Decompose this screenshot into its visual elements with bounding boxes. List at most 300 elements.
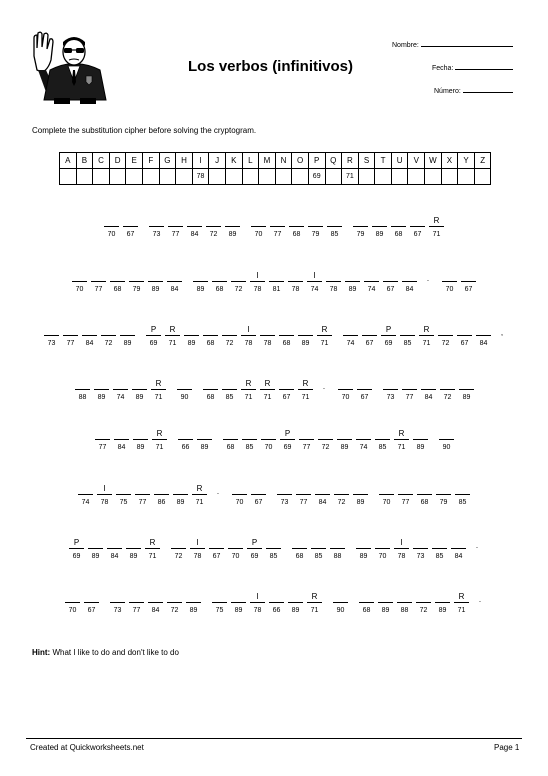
cipher-number: 79 [311, 231, 320, 238]
key-number-r[interactable]: 71 [342, 169, 359, 185]
cipher-number: 70 [378, 553, 387, 560]
answer-blank[interactable] [288, 592, 303, 602]
instructions: Complete the substitution cipher before solving the cryptogram. [32, 126, 257, 135]
answer-blank[interactable] [266, 538, 281, 548]
answer-blank[interactable] [400, 325, 415, 335]
answer-blank[interactable] [398, 484, 413, 494]
answer-blank[interactable] [206, 216, 221, 226]
answer-blank[interactable] [334, 484, 349, 494]
answer-underline [416, 602, 431, 603]
answer-blank[interactable] [435, 592, 450, 602]
letter-cell [296, 484, 311, 507]
letter-cell [383, 271, 398, 294]
key-number-d[interactable] [109, 169, 126, 185]
answer-blank[interactable] [315, 484, 330, 494]
cryptogram-word [383, 379, 474, 402]
key-letter-m: M [259, 153, 276, 169]
key-number-q[interactable] [325, 169, 342, 185]
letter-cell [402, 271, 417, 294]
key-number-m[interactable] [259, 169, 276, 185]
answer-blank[interactable] [212, 271, 227, 281]
letter-cell [416, 592, 431, 615]
answer-underline [203, 389, 218, 390]
answer-underline [152, 439, 167, 440]
cipher-number: 84 [110, 553, 119, 560]
cipher-number: 88 [78, 394, 87, 401]
cipher-number: 70 [68, 607, 77, 614]
letter-cell [307, 271, 322, 294]
answer-blank[interactable] [203, 379, 218, 389]
key-number-i[interactable]: 78 [192, 169, 209, 185]
key-letter-w: W [425, 153, 442, 169]
answer-blank[interactable] [298, 325, 313, 335]
answer-blank[interactable] [279, 379, 294, 389]
answer-blank[interactable]: R [423, 325, 430, 334]
answer-blank[interactable] [88, 538, 103, 548]
letter-cell [203, 379, 218, 402]
answer-blank[interactable] [148, 271, 163, 281]
cipher-number: 89 [462, 394, 471, 401]
answer-underline [454, 602, 469, 603]
letter-cell [327, 216, 342, 239]
answer-blank[interactable] [104, 216, 119, 226]
letter-cell [435, 592, 450, 615]
answer-blank[interactable] [101, 325, 116, 335]
answer-blank[interactable] [110, 592, 125, 602]
cipher-number: 77 [132, 607, 141, 614]
answer-blank[interactable] [167, 592, 182, 602]
answer-underline [232, 494, 247, 495]
answer-blank[interactable] [402, 271, 417, 281]
cipher-number: 89 [234, 607, 243, 614]
answer-blank[interactable] [457, 325, 472, 335]
answer-blank[interactable] [289, 216, 304, 226]
answer-blank[interactable] [148, 592, 163, 602]
cipher-number: 70 [264, 444, 273, 451]
cipher-number: 77 [94, 286, 103, 293]
key-number-t[interactable] [375, 169, 392, 185]
answer-blank[interactable] [270, 216, 285, 226]
answer-underline [359, 602, 374, 603]
answer-blank[interactable] [410, 216, 425, 226]
answer-blank[interactable] [129, 592, 144, 602]
answer-blank[interactable] [225, 216, 240, 226]
key-letter-f: F [142, 153, 159, 169]
answer-blank[interactable]: I [313, 271, 316, 280]
answer-blank[interactable] [116, 484, 131, 494]
cryptogram-word [442, 271, 476, 294]
answer-blank[interactable]: P [251, 538, 258, 547]
answer-blank[interactable] [186, 592, 201, 602]
answer-underline [397, 602, 412, 603]
answer-blank[interactable] [78, 484, 93, 494]
answer-blank[interactable] [260, 325, 275, 335]
answer-blank[interactable] [187, 216, 202, 226]
key-letter-y: Y [458, 153, 475, 169]
cipher-number: 89 [187, 340, 196, 347]
answer-underline [146, 335, 161, 336]
answer-blank[interactable] [91, 271, 106, 281]
key-letter-o: O [292, 153, 309, 169]
letter-cell [242, 429, 257, 452]
letter-cell [330, 538, 345, 561]
answer-blank[interactable]: R [311, 592, 318, 601]
answer-blank[interactable] [391, 216, 406, 226]
answer-blank[interactable]: R [398, 429, 405, 438]
key-number-n[interactable] [275, 169, 292, 185]
answer-blank[interactable] [203, 325, 218, 335]
cipher-number: 74 [81, 499, 90, 506]
answer-blank[interactable]: R [264, 379, 271, 388]
answer-blank[interactable] [123, 216, 138, 226]
cipher-number: 68 [394, 231, 403, 238]
letter-cell [129, 271, 144, 294]
cipher-number: 69 [283, 444, 292, 451]
cipher-number: 85 [225, 394, 234, 401]
key-number-f[interactable] [142, 169, 159, 185]
answer-blank[interactable] [279, 325, 294, 335]
letter-cell [123, 216, 138, 239]
answer-blank[interactable] [372, 216, 387, 226]
answer-blank[interactable] [455, 484, 470, 494]
answer-underline [364, 281, 379, 282]
letter-cell [190, 538, 205, 561]
key-number-o[interactable] [292, 169, 309, 185]
cryptogram-row [75, 379, 474, 402]
key-number-s[interactable] [358, 169, 375, 185]
answer-blank[interactable] [327, 216, 342, 226]
answer-blank[interactable] [364, 271, 379, 281]
answer-blank[interactable] [107, 538, 122, 548]
answer-blank[interactable] [439, 429, 454, 439]
answer-blank[interactable]: R [196, 484, 203, 493]
answer-blank[interactable] [299, 429, 314, 439]
answer-blank[interactable] [375, 538, 390, 548]
answer-blank[interactable] [459, 379, 474, 389]
answer-blank[interactable] [168, 216, 183, 226]
letter-cell [222, 379, 237, 402]
answer-blank[interactable]: P [73, 538, 80, 547]
cipher-number: 72 [174, 553, 183, 560]
cipher-number: 84 [479, 340, 488, 347]
answer-blank[interactable] [133, 429, 148, 439]
answer-underline [419, 335, 434, 336]
answer-blank[interactable] [417, 484, 432, 494]
answer-blank[interactable] [82, 325, 97, 335]
cipher-number: 89 [348, 286, 357, 293]
cipher-number: 77 [66, 340, 75, 347]
answer-blank[interactable]: R [245, 379, 252, 388]
answer-blank[interactable] [451, 538, 466, 548]
answer-underline [429, 226, 444, 227]
key-number-h[interactable] [176, 169, 193, 185]
letter-cell [97, 484, 112, 507]
answer-blank[interactable] [356, 538, 371, 548]
key-number-b[interactable] [76, 169, 93, 185]
answer-blank[interactable] [120, 325, 135, 335]
letter-cell [148, 271, 163, 294]
answer-underline [410, 226, 425, 227]
answer-blank[interactable] [126, 538, 141, 548]
key-number-l[interactable] [242, 169, 259, 185]
cipher-number: 85 [269, 553, 278, 560]
letter-cell [167, 592, 182, 615]
answer-blank[interactable] [173, 484, 188, 494]
letter-cell [338, 379, 353, 402]
letter-cell [69, 538, 84, 561]
key-number-y[interactable] [458, 169, 475, 185]
cryptogram-word [69, 538, 160, 561]
key-letter-b: B [76, 153, 93, 169]
key-number-j[interactable] [209, 169, 226, 185]
answer-blank[interactable] [178, 429, 193, 439]
answer-blank[interactable]: R [302, 379, 309, 388]
answer-blank[interactable] [277, 484, 292, 494]
answer-blank[interactable] [402, 379, 417, 389]
answer-blank[interactable] [63, 325, 78, 335]
letter-cell [192, 484, 207, 507]
key-letter-a: A [60, 153, 77, 169]
cipher-number: 85 [314, 553, 323, 560]
answer-blank[interactable] [383, 379, 398, 389]
answer-blank[interactable] [442, 271, 457, 281]
cipher-number: 74 [359, 444, 368, 451]
key-number-g[interactable] [159, 169, 176, 185]
answer-blank[interactable]: I [247, 325, 250, 334]
cipher-number: 89 [136, 444, 145, 451]
key-number-x[interactable] [441, 169, 458, 185]
answer-blank[interactable] [440, 379, 455, 389]
letter-cell [372, 216, 387, 239]
answer-blank[interactable] [65, 592, 80, 602]
key-number-w[interactable] [425, 169, 442, 185]
answer-blank[interactable] [356, 429, 371, 439]
answer-blank[interactable] [261, 429, 276, 439]
answer-blank[interactable]: R [458, 592, 465, 601]
answer-blank[interactable] [416, 592, 431, 602]
answer-blank[interactable] [84, 592, 99, 602]
key-letter-x: X [441, 153, 458, 169]
cryptogram-word [379, 484, 470, 507]
letter-cell [337, 429, 352, 452]
cipher-number: 72 [209, 231, 218, 238]
answer-underline [292, 548, 307, 549]
answer-blank[interactable] [436, 484, 451, 494]
answer-blank[interactable] [154, 484, 169, 494]
answer-blank[interactable] [353, 484, 368, 494]
answer-blank[interactable] [362, 325, 377, 335]
answer-blank[interactable] [212, 592, 227, 602]
answer-blank[interactable] [378, 592, 393, 602]
answer-blank[interactable] [167, 271, 182, 281]
answer-blank[interactable] [171, 538, 186, 548]
key-number-c[interactable] [93, 169, 110, 185]
key-number-e[interactable] [126, 169, 143, 185]
answer-blank[interactable] [383, 271, 398, 281]
answer-blank[interactable] [413, 429, 428, 439]
key-letter-v: V [408, 153, 425, 169]
answer-blank[interactable]: P [150, 325, 157, 334]
answer-blank[interactable]: R [433, 216, 440, 225]
answer-blank[interactable] [228, 538, 243, 548]
answer-blank[interactable]: I [400, 538, 403, 547]
letter-cell [193, 271, 208, 294]
answer-blank[interactable] [432, 538, 447, 548]
answer-blank[interactable] [359, 592, 374, 602]
answer-blank[interactable] [251, 484, 266, 494]
answer-blank[interactable] [338, 379, 353, 389]
answer-blank[interactable] [94, 379, 109, 389]
answer-blank[interactable] [149, 216, 164, 226]
answer-blank[interactable] [337, 429, 352, 439]
answer-blank[interactable] [288, 271, 303, 281]
letter-cell [132, 379, 147, 402]
cryptogram-word [110, 592, 201, 615]
cryptogram-word [343, 325, 505, 348]
answer-underline [95, 439, 110, 440]
answer-underline [353, 494, 368, 495]
answer-underline [190, 548, 205, 549]
answer-blank[interactable]: P [284, 429, 291, 438]
answer-blank[interactable] [296, 484, 311, 494]
answer-blank[interactable] [269, 271, 284, 281]
key-letter-q: Q [325, 153, 342, 169]
cipher-number: 89 [176, 499, 185, 506]
answer-blank[interactable]: I [103, 484, 106, 493]
answer-blank[interactable] [333, 592, 348, 602]
answer-blank[interactable] [193, 271, 208, 281]
nombre-field [392, 39, 513, 49]
answer-blank[interactable] [44, 325, 59, 335]
answer-blank[interactable]: R [149, 538, 156, 547]
answer-blank[interactable] [292, 538, 307, 548]
answer-blank[interactable] [132, 379, 147, 389]
answer-blank[interactable] [251, 216, 266, 226]
letter-cell [223, 429, 238, 452]
cipher-number: 71 [195, 499, 204, 506]
answer-blank[interactable] [379, 484, 394, 494]
letter-cell [362, 325, 377, 348]
answer-blank[interactable] [75, 379, 90, 389]
answer-blank[interactable] [308, 216, 323, 226]
answer-underline [178, 439, 193, 440]
cryptogram-word [104, 216, 138, 239]
answer-underline [476, 335, 491, 336]
hint [32, 648, 179, 657]
cryptogram-word [65, 592, 99, 615]
answer-blank[interactable] [375, 429, 390, 439]
answer-blank[interactable] [209, 538, 224, 548]
answer-blank[interactable]: I [196, 538, 199, 547]
answer-blank[interactable] [461, 271, 476, 281]
answer-underline [228, 548, 243, 549]
key-number-p[interactable]: 69 [308, 169, 325, 185]
nombre-label: Nombre: [392, 42, 419, 49]
answer-blank[interactable] [438, 325, 453, 335]
answer-blank[interactable] [129, 271, 144, 281]
answer-blank[interactable]: I [256, 271, 259, 280]
hint-text: What I like to do and don't like to do [52, 648, 179, 657]
answer-blank[interactable] [72, 271, 87, 281]
answer-blank[interactable]: R [156, 429, 163, 438]
answer-blank[interactable] [110, 271, 125, 281]
letter-cell [228, 538, 243, 561]
cipher-number: 69 [149, 340, 158, 347]
answer-blank[interactable] [113, 379, 128, 389]
answer-underline [379, 494, 394, 495]
key-number-k[interactable] [225, 169, 242, 185]
letter-cell [317, 325, 332, 348]
answer-blank[interactable] [421, 379, 436, 389]
answer-blank[interactable] [357, 379, 372, 389]
answer-blank[interactable] [397, 592, 412, 602]
answer-blank[interactable] [269, 592, 284, 602]
answer-blank[interactable] [197, 429, 212, 439]
answer-blank[interactable] [353, 216, 368, 226]
answer-underline [413, 548, 428, 549]
answer-blank[interactable] [231, 271, 246, 281]
answer-underline [375, 439, 390, 440]
answer-blank[interactable] [343, 325, 358, 335]
key-number-a[interactable] [60, 169, 77, 185]
answer-blank[interactable] [222, 379, 237, 389]
cipher-number: 78 [100, 499, 109, 506]
answer-blank[interactable]: R [155, 379, 162, 388]
letter-cell [209, 538, 224, 561]
answer-blank[interactable] [114, 429, 129, 439]
letter-cell [394, 429, 409, 452]
answer-blank[interactable]: I [256, 592, 259, 601]
letter-cell [84, 592, 99, 615]
letter-cell [250, 592, 265, 615]
letter-cell [241, 379, 256, 402]
key-number-z[interactable] [474, 169, 491, 185]
answer-blank[interactable] [330, 538, 345, 548]
punctuation-mark: . [322, 382, 326, 391]
answer-blank[interactable] [223, 429, 238, 439]
answer-blank[interactable] [326, 271, 341, 281]
answer-blank[interactable] [311, 538, 326, 548]
answer-blank[interactable] [177, 379, 192, 389]
key-number-v[interactable] [408, 169, 425, 185]
letter-cell [78, 484, 93, 507]
answer-blank[interactable] [242, 429, 257, 439]
answer-underline [193, 281, 208, 282]
answer-blank[interactable] [345, 271, 360, 281]
key-number-u[interactable] [391, 169, 408, 185]
answer-blank[interactable] [95, 429, 110, 439]
answer-blank[interactable] [318, 429, 333, 439]
answer-blank[interactable] [476, 325, 491, 335]
answer-blank[interactable] [184, 325, 199, 335]
cipher-number: 69 [250, 553, 259, 560]
answer-underline [173, 494, 188, 495]
answer-blank[interactable] [232, 484, 247, 494]
answer-underline [107, 548, 122, 549]
answer-blank[interactable] [413, 538, 428, 548]
numero-field [434, 85, 513, 95]
answer-underline [383, 389, 398, 390]
answer-underline [133, 439, 148, 440]
answer-blank[interactable]: R [321, 325, 328, 334]
answer-blank[interactable] [135, 484, 150, 494]
key-letter-n: N [275, 153, 292, 169]
answer-blank[interactable]: P [385, 325, 392, 334]
answer-blank[interactable] [222, 325, 237, 335]
answer-blank[interactable]: R [169, 325, 176, 334]
answer-blank[interactable] [231, 592, 246, 602]
cipher-number: 89 [228, 231, 237, 238]
